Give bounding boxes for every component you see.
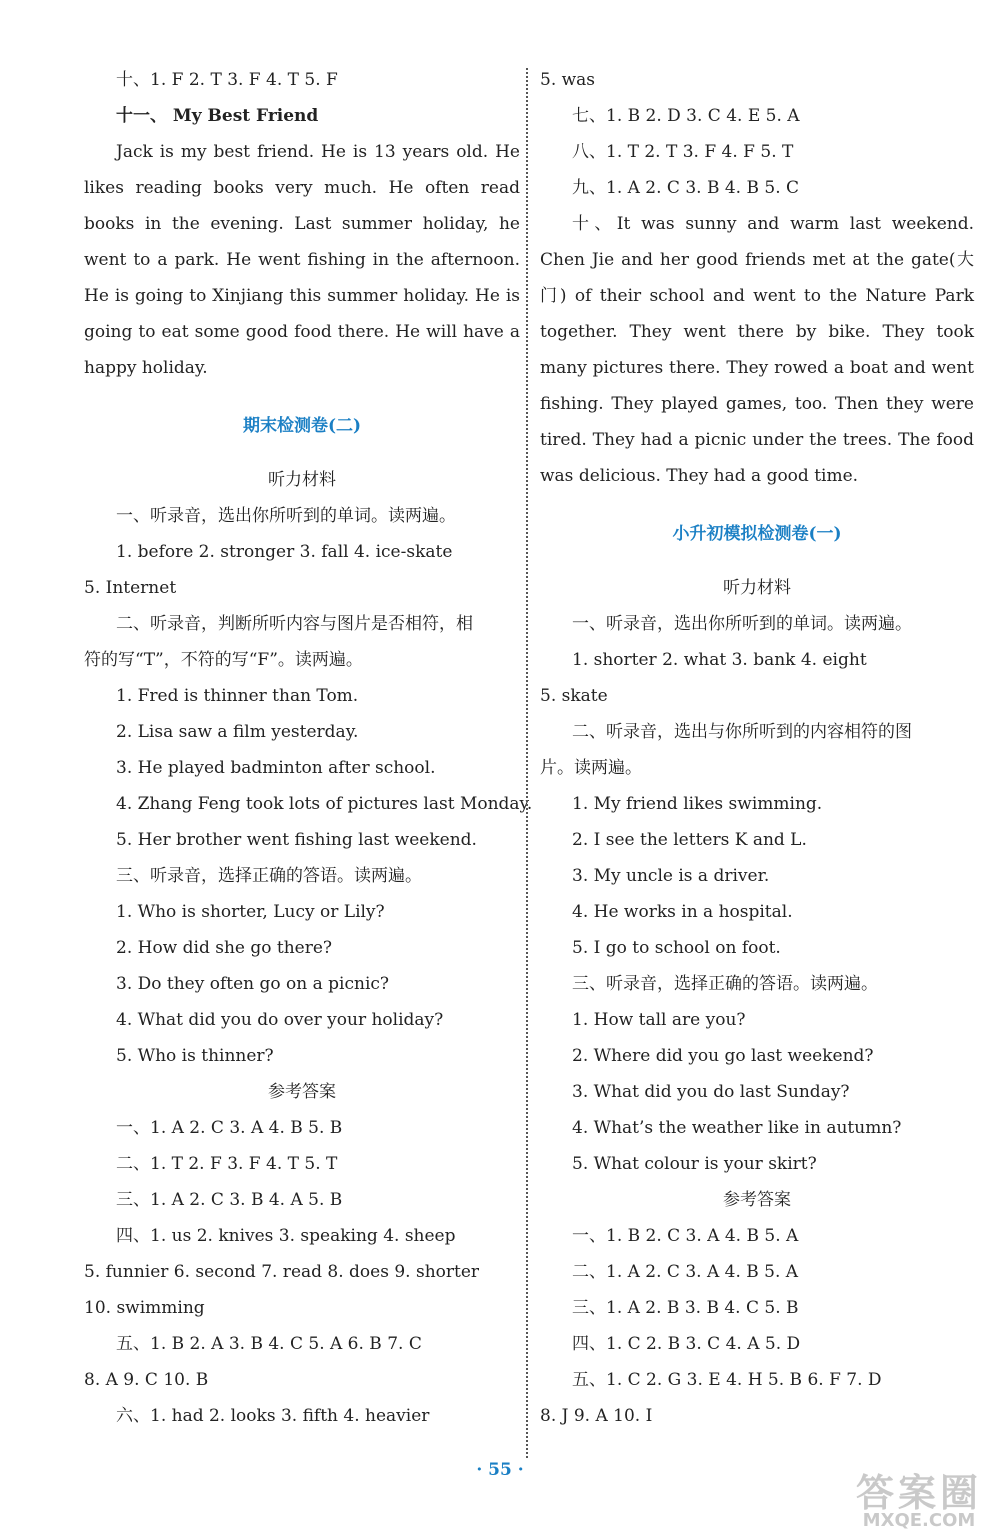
- right-text-line: 3. My uncle is a driver.: [572, 866, 770, 886]
- right-text-line: 门) of their school and went to the Nature Park: [540, 286, 974, 306]
- watermark-logo: [844, 1462, 994, 1534]
- page-number: · 55 ·: [476, 1460, 524, 1480]
- left-text-line: 1. Fred is thinner than Tom.: [116, 686, 359, 706]
- right-text-line: 5. What colour is your skirt?: [572, 1154, 817, 1174]
- right-text-line: 三、1. A 2. B 3. B 4. C 5. B: [572, 1298, 799, 1318]
- left-text-line: 四、1. us 2. knives 3. speaking 4. sheep: [116, 1226, 456, 1246]
- left-text-line: 2. Lisa saw a film yesterday.: [116, 722, 359, 742]
- column-divider: [526, 68, 528, 1458]
- left-text-line: 10. swimming: [84, 1298, 205, 1318]
- right-text-line: 2. Where did you go last weekend?: [572, 1046, 874, 1066]
- left-text-line: He is going to Xinjiang this summer holiday. He is: [84, 286, 520, 306]
- right-text-line: Chen Jie and her good friends met at the gate(大: [540, 250, 974, 270]
- left-text-line: 符的写“T”，不符的写“F”。读两遍。: [84, 650, 363, 670]
- left-text-line: 三、听录音，选择正确的答语。读两遍。: [116, 866, 422, 886]
- watermark-url: MXQE.COM: [862, 1510, 976, 1531]
- left-text-line: 一、听录音，选出你所听到的单词。读两遍。: [116, 506, 456, 526]
- right-text-line: many pictures there. They rowed a boat and went: [540, 358, 974, 378]
- right-text-line: 3. What did you do last Sunday?: [572, 1082, 850, 1102]
- right-text-line: 1. How tall are you?: [572, 1010, 746, 1030]
- left-text-line: 4. Zhang Feng took lots of pictures last Monday.: [116, 794, 533, 814]
- left-text-line: 二、1. T 2. F 3. F 4. T 5. T: [116, 1154, 338, 1174]
- right-text-line: was delicious. They had a good time.: [540, 466, 859, 486]
- right-text-line: 4. He works in a hospital.: [572, 902, 793, 922]
- left-text-line: 二、听录音，判断所听内容与图片是否相符，相: [116, 614, 473, 634]
- left-text-line: books in the evening. Last summer holiday, he: [84, 214, 520, 234]
- left-text-line: went to a park. He went fishing in the afternoon.: [84, 250, 520, 270]
- right-text-line: 八、1. T 2. T 3. F 4. F 5. T: [572, 142, 794, 162]
- left-text-line: 十、1. F 2. T 3. F 4. T 5. F: [116, 70, 338, 90]
- left-text-line: 3. Do they often go on a picnic?: [116, 974, 390, 994]
- left-text-line: 3. He played badminton after school.: [116, 758, 436, 778]
- right-text-line: 五、1. C 2. G 3. E 4. H 5. B 6. F 7. D: [572, 1370, 882, 1390]
- right-text-line: tired. They had a picnic under the trees. The food: [540, 430, 974, 450]
- left-text-line: 4. What did you do over your holiday?: [116, 1010, 444, 1030]
- right-column: [540, 62, 974, 1434]
- right-text-line: 5. was: [540, 70, 596, 90]
- right-text-line: 1. My friend likes swimming.: [572, 794, 823, 814]
- left-text-line: 5. funnier 6. second 7. read 8. does 9. shorter: [84, 1262, 480, 1282]
- right-text-line: 小升初模拟检测卷(一): [672, 524, 842, 544]
- left-text-line: 三、1. A 2. C 3. B 4. A 5. B: [116, 1190, 343, 1210]
- left-text-line: 1. Who is shorter, Lucy or Lily?: [116, 902, 385, 922]
- left-text-line: going to eat some good food there. He will have a: [84, 322, 520, 342]
- right-text-line: 8. J 9. A 10. I: [540, 1406, 653, 1426]
- right-text-line: 5. I go to school on foot.: [572, 938, 781, 958]
- left-text-line: likes reading books very much. He often read: [84, 178, 520, 198]
- left-text-line: 五、1. B 2. A 3. B 4. C 5. A 6. B 7. C: [116, 1334, 422, 1354]
- right-text-line: 听力材料: [723, 578, 791, 598]
- left-text-line: happy holiday.: [84, 358, 208, 378]
- left-text-line: 5. Her brother went fishing last weekend.: [116, 830, 477, 850]
- left-text-line: 一、1. A 2. C 3. A 4. B 5. B: [116, 1118, 343, 1138]
- right-text-line: 二、听录音，选出与你所听到的内容相符的图: [572, 722, 912, 742]
- left-text-line: 8. A 9. C 10. B: [84, 1370, 209, 1390]
- right-text-line: 十、It was sunny and warm last weekend.: [572, 214, 974, 234]
- right-text-line: 4. What’s the weather like in autumn?: [572, 1118, 902, 1138]
- right-text-line: 四、1. C 2. B 3. C 4. A 5. D: [572, 1334, 801, 1354]
- left-text-line: 期末检测卷(二): [242, 416, 362, 436]
- right-text-line: 片。读两遍。: [540, 758, 642, 778]
- left-text-line: 十一、 My Best Friend: [116, 106, 319, 126]
- watermark-text: 答案圈: [855, 1471, 982, 1515]
- right-text-line: 5. skate: [540, 686, 608, 706]
- left-text-line: 5. Internet: [84, 578, 177, 598]
- right-text-line: 一、听录音，选出你所听到的单词。读两遍。: [572, 614, 912, 634]
- left-text-line: Jack is my best friend. He is 13 years old. He: [116, 142, 520, 162]
- right-text-line: 一、1. B 2. C 3. A 4. B 5. A: [572, 1226, 799, 1246]
- left-text-line: 参考答案: [268, 1082, 336, 1102]
- left-text-line: 2. How did she go there?: [116, 938, 333, 958]
- right-text-line: 2. I see the letters K and L.: [572, 830, 807, 850]
- left-text-line: 听力材料: [268, 470, 336, 490]
- right-text-line: 九、1. A 2. C 3. B 4. B 5. C: [572, 178, 800, 198]
- right-text-line: 1. shorter 2. what 3. bank 4. eight: [572, 650, 867, 670]
- left-text-line: 1. before 2. stronger 3. fall 4. ice-skate: [116, 542, 453, 562]
- right-text-line: together. They went there by bike. They took: [540, 322, 974, 342]
- right-text-line: 七、1. B 2. D 3. C 4. E 5. A: [572, 106, 800, 126]
- left-text-line: 5. Who is thinner?: [116, 1046, 274, 1066]
- left-text-line: 六、1. had 2. looks 3. fifth 4. heavier: [116, 1406, 430, 1426]
- right-text-line: 三、听录音，选择正确的答语。读两遍。: [572, 974, 878, 994]
- right-text-line: 二、1. A 2. C 3. A 4. B 5. A: [572, 1262, 799, 1282]
- left-column: [84, 62, 533, 1434]
- right-text-line: fishing. They played games, too. Then they were: [540, 394, 974, 414]
- right-text-line: 参考答案: [723, 1190, 791, 1210]
